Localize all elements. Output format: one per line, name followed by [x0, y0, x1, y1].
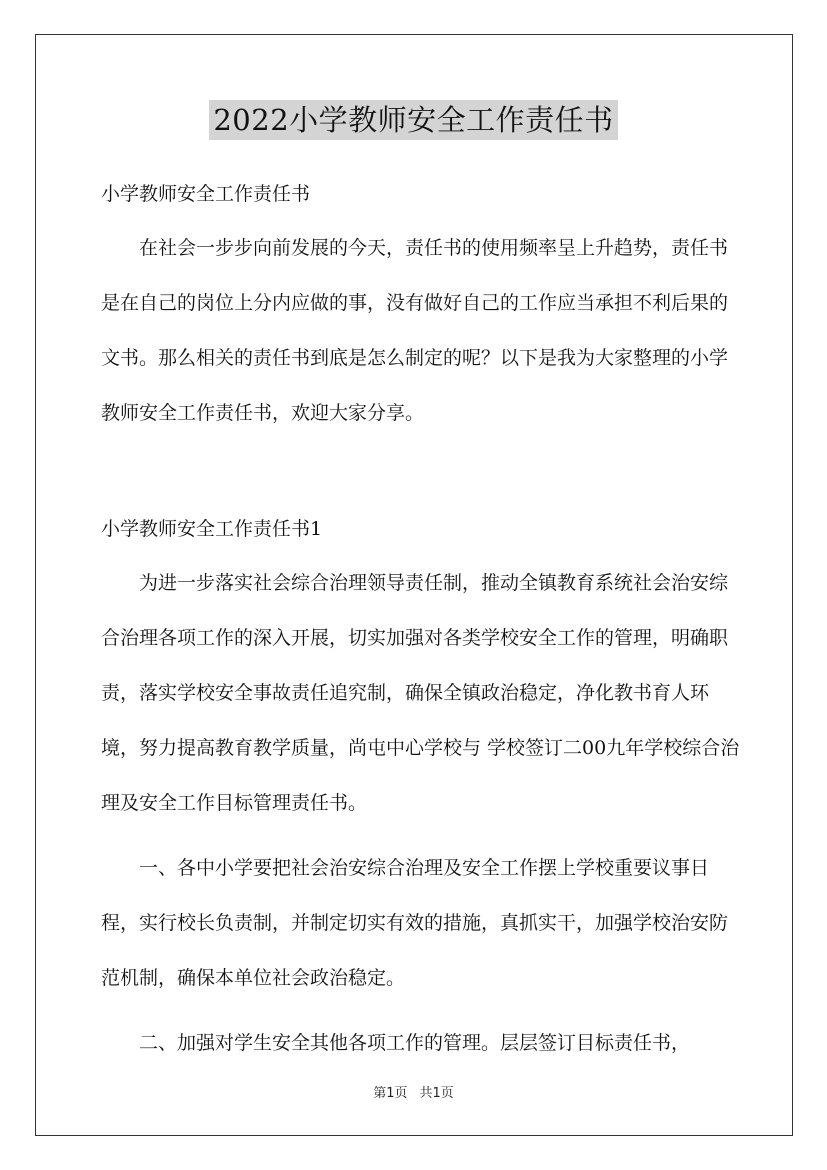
document-title: 2022小学教师安全工作责任书 [209, 100, 617, 140]
section-spacer [101, 441, 741, 511]
page-number: 第1页 [373, 1086, 408, 1101]
page-total: 共1页 [419, 1086, 454, 1101]
section1-paragraph-3: 二、加强对学生安全其他各项工作的管理。层层签订目标责任书， [139, 1032, 691, 1054]
title-container [0, 100, 827, 140]
page-footer [0, 1082, 827, 1101]
section1-paragraph-2: 一、各中小学要把社会治安综合治理及安全工作摆上学校重要议事日程，实行校长负责制，并制定切实有效的措施，真抓实干，加强学校治安防范机制，确保本单位社会政治稳定。 [101, 857, 729, 989]
intro-paragraph: 在社会一步步向前发展的今天，责任书的使用频率呈上升趋势，责任书是在自己的岗位上分内应做的事，没有做好自己的工作应当承担不利后果的文书。那么相关的责任书到底是怎么制定的呢？以下是我为大家整理的小学教师安全工作责任书，欢迎大家分享。 [101, 237, 729, 424]
intro-heading: 小学教师安全工作责任书 [101, 183, 311, 205]
document-body [101, 176, 741, 1071]
section1-paragraph-1: 为进一步落实社会综合治理领导责任制，推动全镇教育系统社会治安综合治理各项工作的深入开展，切实加强对各类学校安全工作的管理，明确职责，落实学校安全事故责任追究制，确保全镇政治稳定，净化教书育人环境，努力提高教育教学质量，尚屯中心学校与 学校签订二00九年学校综合治理及安全工作目标管理责任书。 [101, 572, 740, 814]
section1-heading: 小学教师安全工作责任书1 [101, 518, 323, 540]
